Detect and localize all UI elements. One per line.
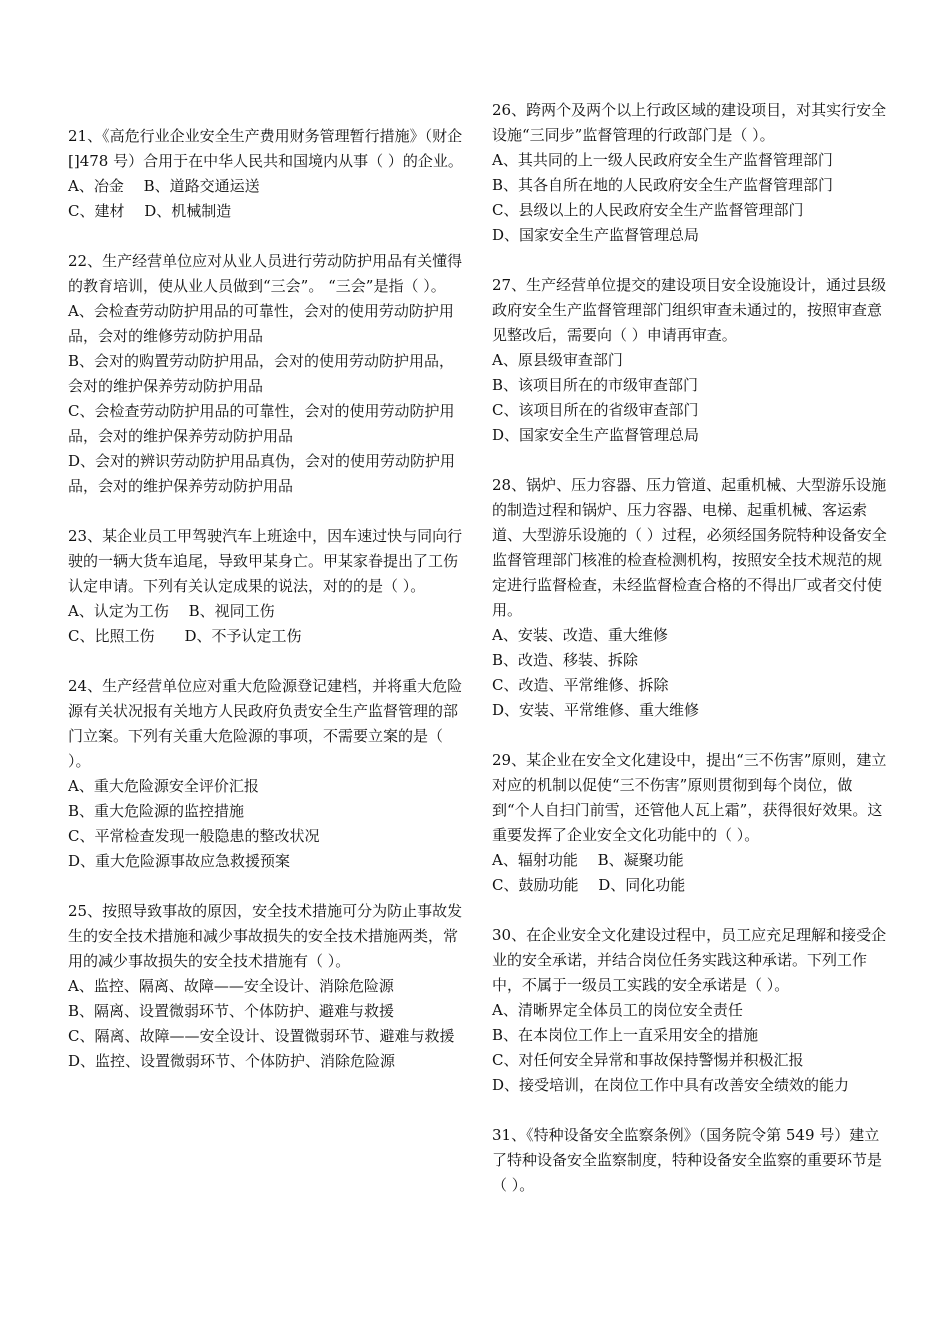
question-option: A、安装、改造、重大维修 (492, 626, 668, 644)
question-stem: 25、按照导致事故的原因，安全技术措施可分为防止事故发生的安全技术措施和减少事故损失的安全技术措施两类，常用的减少事故损失的安全技术措施有（ ）。 (68, 902, 463, 970)
question-option: C、对任何安全异常和事故保持警惕并积极汇报 (492, 1051, 804, 1069)
left-column (68, 124, 468, 1074)
question-option: C、鼓励功能 D、同化功能 (492, 876, 686, 894)
question-option: A、冶金 B、道路交通运送 (68, 177, 260, 195)
question-option: A、会检查劳动防护用品的可靠性，会对的使用劳动防护用品，会对的维修劳动防护用品 (68, 302, 454, 345)
question-stem: 22、生产经营单位应对从业人员进行劳动防护用品有关懂得的教育培训，使从业人员做到“三会”。 “三会”是指（ ）。 (68, 252, 463, 295)
question-24 (68, 674, 468, 874)
question-option: A、认定为工伤 B、视同工伤 (68, 602, 275, 620)
question-stem: 31、《特种设备安全监察条例》（国务院令第 549 号）建立了特种设备安全监察制度，特种设备安全监察的重要环节是（ ）。 (492, 1126, 883, 1194)
question-option: D、接受培训，在岗位工作中具有改善安全绩效的能力 (492, 1076, 850, 1094)
question-26 (492, 98, 887, 248)
question-option: B、其各自所在地的人民政府安全生产监督管理部门 (492, 176, 834, 194)
question-option: D、国家安全生产监督管理总局 (492, 226, 700, 244)
question-option: B、隔离、设置微弱环节、个体防护、避难与救援 (68, 1002, 395, 1020)
question-option: A、其共同的上一级人民政府安全生产监督管理部门 (492, 151, 833, 169)
question-option: A、原县级审查部门 (492, 351, 623, 369)
question-option: D、重大危险源事故应急救援预案 (68, 852, 291, 870)
question-option: C、会检查劳动防护用品的可靠性，会对的使用劳动防护用品，会对的维护保养劳动防护用品 (68, 402, 455, 445)
question-option: C、平常检查发现一般隐患的整改状况 (68, 827, 320, 845)
question-option: A、监控、隔离、故障——安全设计、消除危险源 (68, 977, 394, 995)
question-stem: 26、跨两个及两个以上行政区域的建设项目，对其实行安全设施“三同步”监督管理的行政部门是（ ）。 (492, 101, 887, 144)
question-option: B、在本岗位工作上一直采用安全的措施 (492, 1026, 759, 1044)
question-option: B、会对的购置劳动防护用品，会对的使用劳动防护用品，会对的维护保养劳动防护用品 (68, 352, 455, 395)
question-option: C、县级以上的人民政府安全生产监督管理部门 (492, 201, 804, 219)
question-28 (492, 473, 887, 723)
question-29 (492, 748, 887, 898)
question-23 (68, 524, 468, 649)
question-option: D、安装、平常维修、重大维修 (492, 701, 700, 719)
question-option: B、该项目所在的市级审查部门 (492, 376, 699, 394)
question-stem: 21、《高危行业企业安全生产费用财务管理暂行措施》（财企[]478 号）合用于在中华人民共和国境内从事（ ）的企业。 (68, 127, 463, 170)
question-30 (492, 923, 887, 1098)
question-stem: 23、某企业员工甲驾驶汽车上班途中，因车速过快与同向行驶的一辆大货车追尾，导致甲某身亡。甲某家眷提出了工伤认定申请。下列有关认定成果的说法，对的的是（ ）。 (68, 527, 463, 595)
question-option: D、会对的辨识劳动防护用品真伪，会对的使用劳动防护用品，会对的维护保养劳动防护用品 (68, 452, 456, 495)
question-21 (68, 124, 468, 224)
question-option: B、重大危险源的监控措施 (68, 802, 245, 820)
question-option: A、清晰界定全体员工的岗位安全责任 (492, 1001, 743, 1019)
question-option: C、建材 D、机械制造 (68, 202, 232, 220)
question-22 (68, 249, 468, 499)
question-option: B、改造、移装、拆除 (492, 651, 639, 669)
question-option: D、监控、设置微弱环节、个体防护、消除危险源 (68, 1052, 396, 1070)
question-stem: 28、锅炉、压力容器、压力管道、起重机械、大型游乐设施的制造过程和锅炉、压力容器、电梯、起重机械、客运索道、大型游乐设施的（ ）过程，必须经国务院特种设备安全监督管理部门核准的检查检测机构，按照安全技术规范的规定进行监督检查，未经监督检查合格的不得出厂或者交付使用。 (492, 476, 887, 619)
question-stem: 27、生产经营单位提交的建设项目安全设施设计，通过县级政府安全生产监督管理部门组织审查未通过的，按照审查意见整改后，需要向（ ）申请再审查。 (492, 276, 887, 344)
question-option: C、该项目所在的省级审查部门 (492, 401, 699, 419)
question-stem: 29、某企业在安全文化建设中，提出“三不伤害”原则，建立对应的机制以促使“三不伤害”原则贯彻到每个岗位，做到“个人自扫门前雪，还管他人瓦上霜”，获得很好效果。这重要发挥了企业安全文化功能中的（ ）。 (492, 751, 887, 844)
question-option: D、国家安全生产监督管理总局 (492, 426, 700, 444)
question-option: C、比照工伤 D、不予认定工伤 (68, 627, 302, 645)
right-column (492, 98, 887, 1198)
question-27 (492, 273, 887, 448)
question-option: A、重大危险源安全评价汇报 (68, 777, 259, 795)
question-option: C、隔离、故障——安全设计、设置微弱环节、避难与救援 (68, 1027, 455, 1045)
question-option: C、改造、平常维修、拆除 (492, 676, 669, 694)
question-option: A、辐射功能 B、凝聚功能 (492, 851, 684, 869)
question-stem: 30、在企业安全文化建设过程中，员工应充足理解和接受企业的安全承诺，并结合岗位任务实践这种承诺。下列工作中，不属于一级员工实践的安全承诺是（ ）。 (492, 926, 887, 994)
question-31 (492, 1123, 887, 1198)
question-25 (68, 899, 468, 1074)
question-stem: 24、生产经营单位应对重大危险源登记建档，并将重大危险源有关状况报有关地方人民政府负责安全生产监督管理的部门立案。下列有关重大危险源的事项，不需要立案的是（ ）。 (68, 677, 463, 770)
